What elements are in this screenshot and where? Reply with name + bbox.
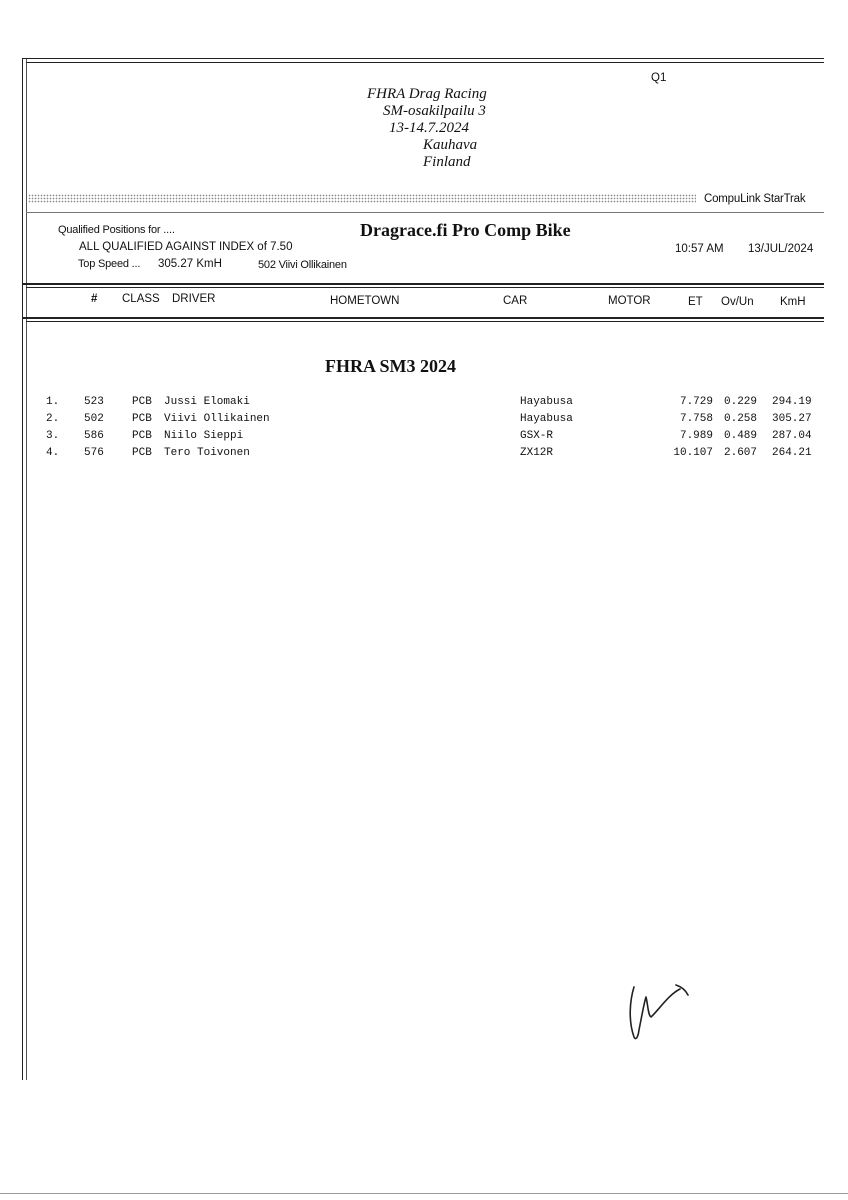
table-row xyxy=(0,430,848,447)
row-driver: Niilo Sieppi xyxy=(164,430,244,442)
row-class: PCB xyxy=(132,430,152,442)
row-number: 502 xyxy=(84,413,104,425)
row-position: 1. xyxy=(46,396,60,408)
row-driver: Jussi Elomaki xyxy=(164,396,250,408)
row-number: 576 xyxy=(84,447,104,459)
column-header-bottom-line xyxy=(22,317,824,319)
col-et: ET xyxy=(688,296,703,308)
row-kmh: 294.19 xyxy=(772,396,812,408)
column-header-top-line-2 xyxy=(26,287,824,288)
page-bottom-line xyxy=(0,1193,848,1194)
report-date: 13/JUL/2024 xyxy=(748,243,814,255)
row-driver: Viivi Ollikainen xyxy=(164,413,270,425)
row-position: 2. xyxy=(46,413,60,425)
row-et: 7.729 xyxy=(679,396,713,408)
top-speed-value: 305.27 KmH xyxy=(158,258,222,270)
event-line: 13-14.7.2024 xyxy=(389,120,469,136)
row-kmh: 287.04 xyxy=(772,430,812,442)
frame-top-inner-border xyxy=(26,62,824,63)
row-ovun: 2.607 xyxy=(724,447,758,459)
col-ovun: Ov/Un xyxy=(721,296,754,308)
row-ovun: 0.229 xyxy=(724,396,758,408)
class-title: Dragrace.fi Pro Comp Bike xyxy=(360,220,571,240)
col-num: # xyxy=(91,293,98,305)
table-row xyxy=(0,447,848,464)
col-car: CAR xyxy=(503,295,528,307)
col-class: CLASS xyxy=(122,293,160,305)
column-header-bottom-line-2 xyxy=(26,321,824,322)
row-et: 7.758 xyxy=(679,413,713,425)
event-line: FHRA Drag Racing xyxy=(367,86,487,102)
dotted-divider xyxy=(28,194,696,203)
qualified-positions-label: Qualified Positions for .... xyxy=(58,224,175,236)
col-motor: MOTOR xyxy=(608,295,651,307)
row-car: ZX12R xyxy=(520,447,554,459)
row-kmh: 305.27 xyxy=(772,413,812,425)
row-driver: Tero Toivonen xyxy=(164,447,250,459)
row-number: 586 xyxy=(84,430,104,442)
row-ovun: 0.489 xyxy=(724,430,758,442)
index-line: ALL QUALIFIED AGAINST INDEX of 7.50 xyxy=(79,241,293,253)
top-speed-label: Top Speed ... xyxy=(78,258,141,270)
row-class: PCB xyxy=(132,413,152,425)
handwritten-signature xyxy=(618,975,698,1050)
timing-system-label: CompuLink StarTrak xyxy=(704,193,806,205)
qualifying-round: Q1 xyxy=(651,72,667,84)
col-driver: DRIVER xyxy=(172,293,216,305)
table-row xyxy=(0,396,848,413)
row-class: PCB xyxy=(132,447,152,459)
top-speed-driver: 502 Viivi Ollikainen xyxy=(258,259,347,271)
row-car: GSX-R xyxy=(520,430,554,442)
event-line: Finland xyxy=(423,154,471,170)
row-et: 10.107 xyxy=(673,447,713,459)
section-title: FHRA SM3 2024 xyxy=(325,356,457,376)
row-number: 523 xyxy=(84,396,104,408)
header-divider xyxy=(26,212,824,213)
row-car: Hayabusa xyxy=(520,396,573,408)
row-position: 3. xyxy=(46,430,60,442)
table-row xyxy=(0,413,848,430)
report-time: 10:57 AM xyxy=(675,243,724,255)
frame-left-border xyxy=(22,58,23,1080)
row-class: PCB xyxy=(132,396,152,408)
col-kmh: KmH xyxy=(780,296,806,308)
row-kmh: 264.21 xyxy=(772,447,812,459)
col-hometown: HOMETOWN xyxy=(330,295,400,307)
event-line: SM-osakilpailu 3 xyxy=(383,103,486,119)
column-header-top-line xyxy=(22,283,824,285)
event-line: Kauhava xyxy=(423,137,478,153)
frame-top-border xyxy=(22,58,824,59)
row-ovun: 0.258 xyxy=(724,413,758,425)
row-car: Hayabusa xyxy=(520,413,573,425)
row-position: 4. xyxy=(46,447,60,459)
row-et: 7.989 xyxy=(679,430,713,442)
